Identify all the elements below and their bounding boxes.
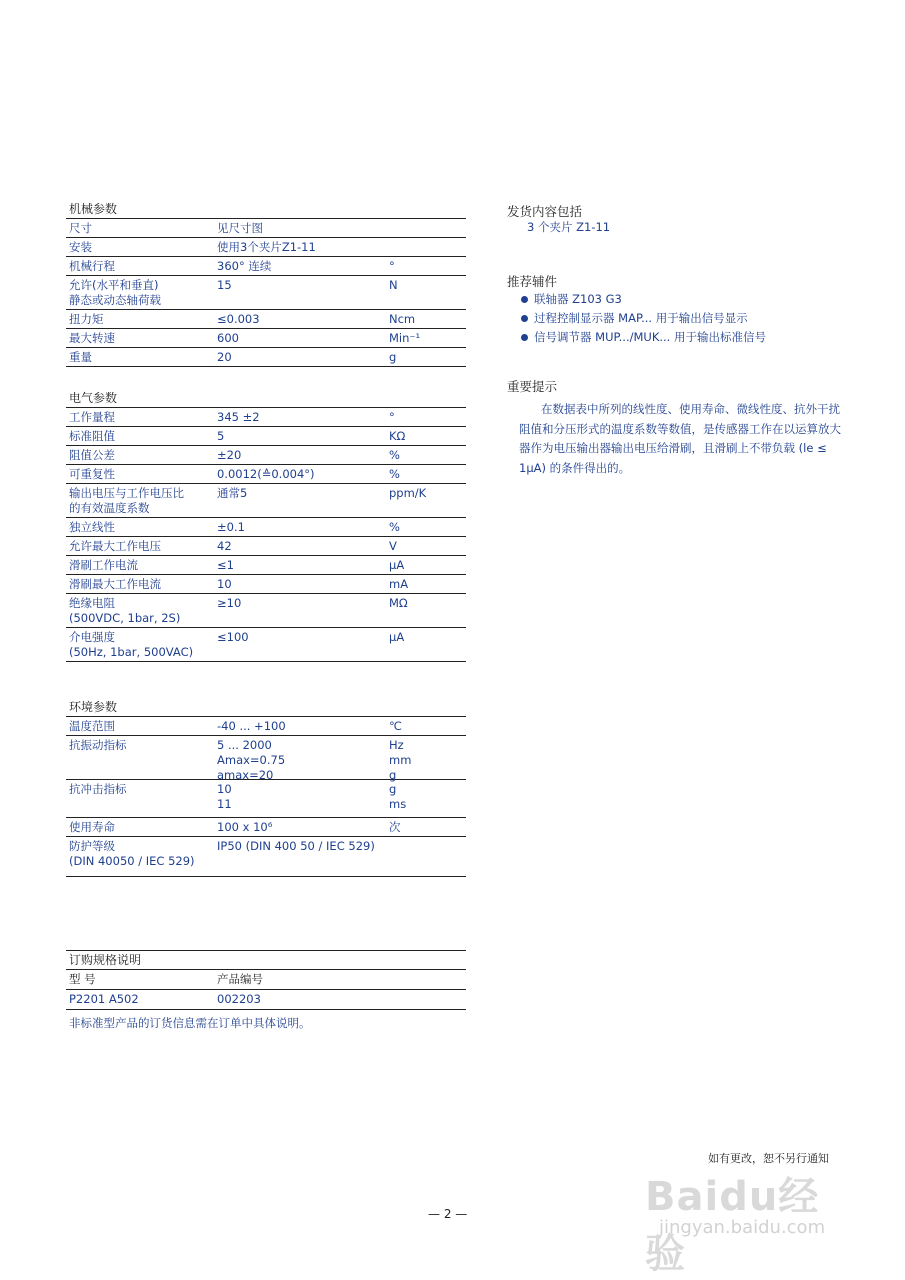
mechanical-title: 机械参数 [66,200,466,219]
environment-rows [66,717,466,877]
cell-name: 扭力矩 [69,312,104,326]
ordering-model: P2201 A502 [69,992,139,1006]
table-row [66,329,466,348]
cell-name: 标准阻值 [69,429,115,443]
cell-value: 600 [217,331,239,345]
table-row [66,736,466,780]
table-row [66,518,466,537]
electrical-rows [66,408,466,662]
cell-value: 0.0012(≙0.004°) [217,467,315,481]
table-row [66,717,466,736]
page-number: — 2 — [428,1207,468,1221]
cell-unit: KΩ [389,429,406,443]
cell-value: 42 [217,539,232,553]
cell-name: 防护等级 (DIN 40050 / IEC 529) [69,839,195,868]
ordering-data-row [66,990,466,1010]
accessory-item: 过程控制显示器 MAP... 用于输出信号显示 [521,309,766,328]
cell-unit: ° [389,259,395,273]
cell-unit: μA [389,558,405,572]
ordering-title: 订购规格说明 [66,951,466,970]
cell-value: 5 [217,429,225,443]
cell-value: 100 x 10⁶ [217,820,273,834]
cell-unit: N [389,278,398,292]
bullet-icon [521,334,528,341]
cell-value: 使用3个夹片Z1-11 [217,240,316,254]
cell-name: 使用寿命 [69,820,115,834]
cell-value: 5 ... 2000 Amax=0.75 amax=20 [217,738,286,782]
cell-value: IP50 (DIN 400 50 / IEC 529) [217,839,375,853]
cell-unit: % [389,520,400,534]
cell-value: ±0.1 [217,520,245,534]
ordering-section [66,950,466,1010]
mechanical-rows [66,219,466,367]
mechanical-section [66,200,466,367]
cell-name: 最大转速 [69,331,115,345]
baidu-watermark [645,1165,855,1277]
cell-unit: ppm/K [389,486,427,500]
delivery-title: 发货内容包括 [507,204,583,219]
table-row [66,575,466,594]
cell-value: 10 11 [217,782,232,811]
environment-section [66,698,466,877]
ordering-header-row [66,970,466,990]
cell-value: ±20 [217,448,242,462]
table-row [66,484,466,518]
table-row [66,276,466,310]
cell-unit: V [389,539,397,553]
cell-unit: % [389,467,400,481]
cell-unit: g [389,350,397,364]
cell-name: 抗振动指标 [69,738,127,752]
cell-unit: ° [389,410,395,424]
cell-name: 工作量程 [69,410,115,424]
ordering-header-model: 型 号 [69,972,96,986]
cell-value: 20 [217,350,232,364]
cell-value: 360° 连续 [217,259,272,273]
cell-value: 15 [217,278,232,292]
important-text: 在数据表中所列的线性度、使用寿命、微线性度、抗外干扰阻值和分压形式的温度系数等数值，是传感器工作在以运算放大器作为电压输出器输出电压给滑刷，且滑刷上不带负载 (le ≤ 1μA) 的条件得出的。 [519,402,841,475]
cell-name: 安装 [69,240,92,254]
ordering-part: 002203 [217,992,261,1006]
cell-unit: Ncm [389,312,416,326]
cell-unit: % [389,448,400,462]
cell-unit: 次 [389,820,401,834]
table-row [66,465,466,484]
cell-value: 10 [217,577,232,591]
table-row [66,780,466,818]
cell-name: 尺寸 [69,221,92,235]
cell-name: 重量 [69,350,92,364]
electrical-title: 电气参数 [66,389,466,408]
cell-value: 见尺寸图 [217,221,263,235]
cell-unit: μA [389,630,405,644]
cell-name: 允许(水平和垂直) 静态或动态轴荷载 [69,278,161,307]
cell-name: 可重复性 [69,467,115,481]
cell-unit: g ms [389,782,407,811]
table-row [66,348,466,367]
cell-name: 绝缘电阻 (500VDC, 1bar, 2S) [69,596,181,625]
table-row [66,427,466,446]
cell-unit: MΩ [389,596,408,610]
table-row [66,594,466,628]
bullet-icon [521,296,528,303]
table-row [66,219,466,238]
cell-name: 允许最大工作电压 [69,539,161,553]
change-notice: 如有更改，恕不另行通知 [708,1152,829,1165]
cell-name: 机械行程 [69,259,115,273]
cell-name: 滑刷最大工作电流 [69,577,161,591]
cell-value: ≥10 [217,596,242,610]
accessories-title: 推荐辅件 [507,274,558,289]
watermark-logo: Baidu经验 [645,1174,820,1277]
table-row [66,556,466,575]
cell-name: 独立线性 [69,520,115,534]
cell-unit: mA [389,577,409,591]
cell-unit: ℃ [389,719,402,733]
accessories-list [521,290,766,347]
watermark-url: jingyan.baidu.com [659,1217,826,1238]
accessory-item: 联轴器 Z103 G3 [521,290,766,309]
table-row [66,628,466,662]
table-row [66,310,466,329]
table-row [66,537,466,556]
environment-title: 环境参数 [66,698,466,717]
cell-name: 抗冲击指标 [69,782,127,796]
table-row [66,257,466,276]
accessory-item: 信号调节器 MUP.../MUK... 用于输出标准信号 [521,328,766,347]
cell-name: 滑刷工作电流 [69,558,138,572]
cell-unit: Hz mm g [389,738,412,782]
table-row [66,837,466,877]
cell-value: ≤0.003 [217,312,260,326]
table-row [66,408,466,427]
ordering-header-part: 产品编号 [217,972,263,986]
table-row [66,818,466,837]
important-title: 重要提示 [507,379,558,394]
cell-value: 通常5 [217,486,248,500]
cell-name: 阻值公差 [69,448,115,462]
table-row [66,238,466,257]
table-row [66,446,466,465]
bullet-icon [521,315,528,322]
cell-name: 温度范围 [69,719,115,733]
cell-value: ≤1 [217,558,234,572]
delivery-item: 3 个夹片 Z1-11 [527,220,611,234]
cell-value: 345 ±2 [217,410,260,424]
cell-value: -40 ... +100 [217,719,286,733]
cell-value: ≤100 [217,630,249,644]
cell-unit: Min⁻¹ [389,331,421,345]
cell-name: 介电强度 (50Hz, 1bar, 500VAC) [69,630,194,659]
ordering-footnote: 非标准型产品的订货信息需在订单中具体说明。 [69,1016,311,1030]
electrical-section [66,389,466,662]
cell-name: 输出电压与工作电压比 的有效温度系数 [69,486,184,515]
